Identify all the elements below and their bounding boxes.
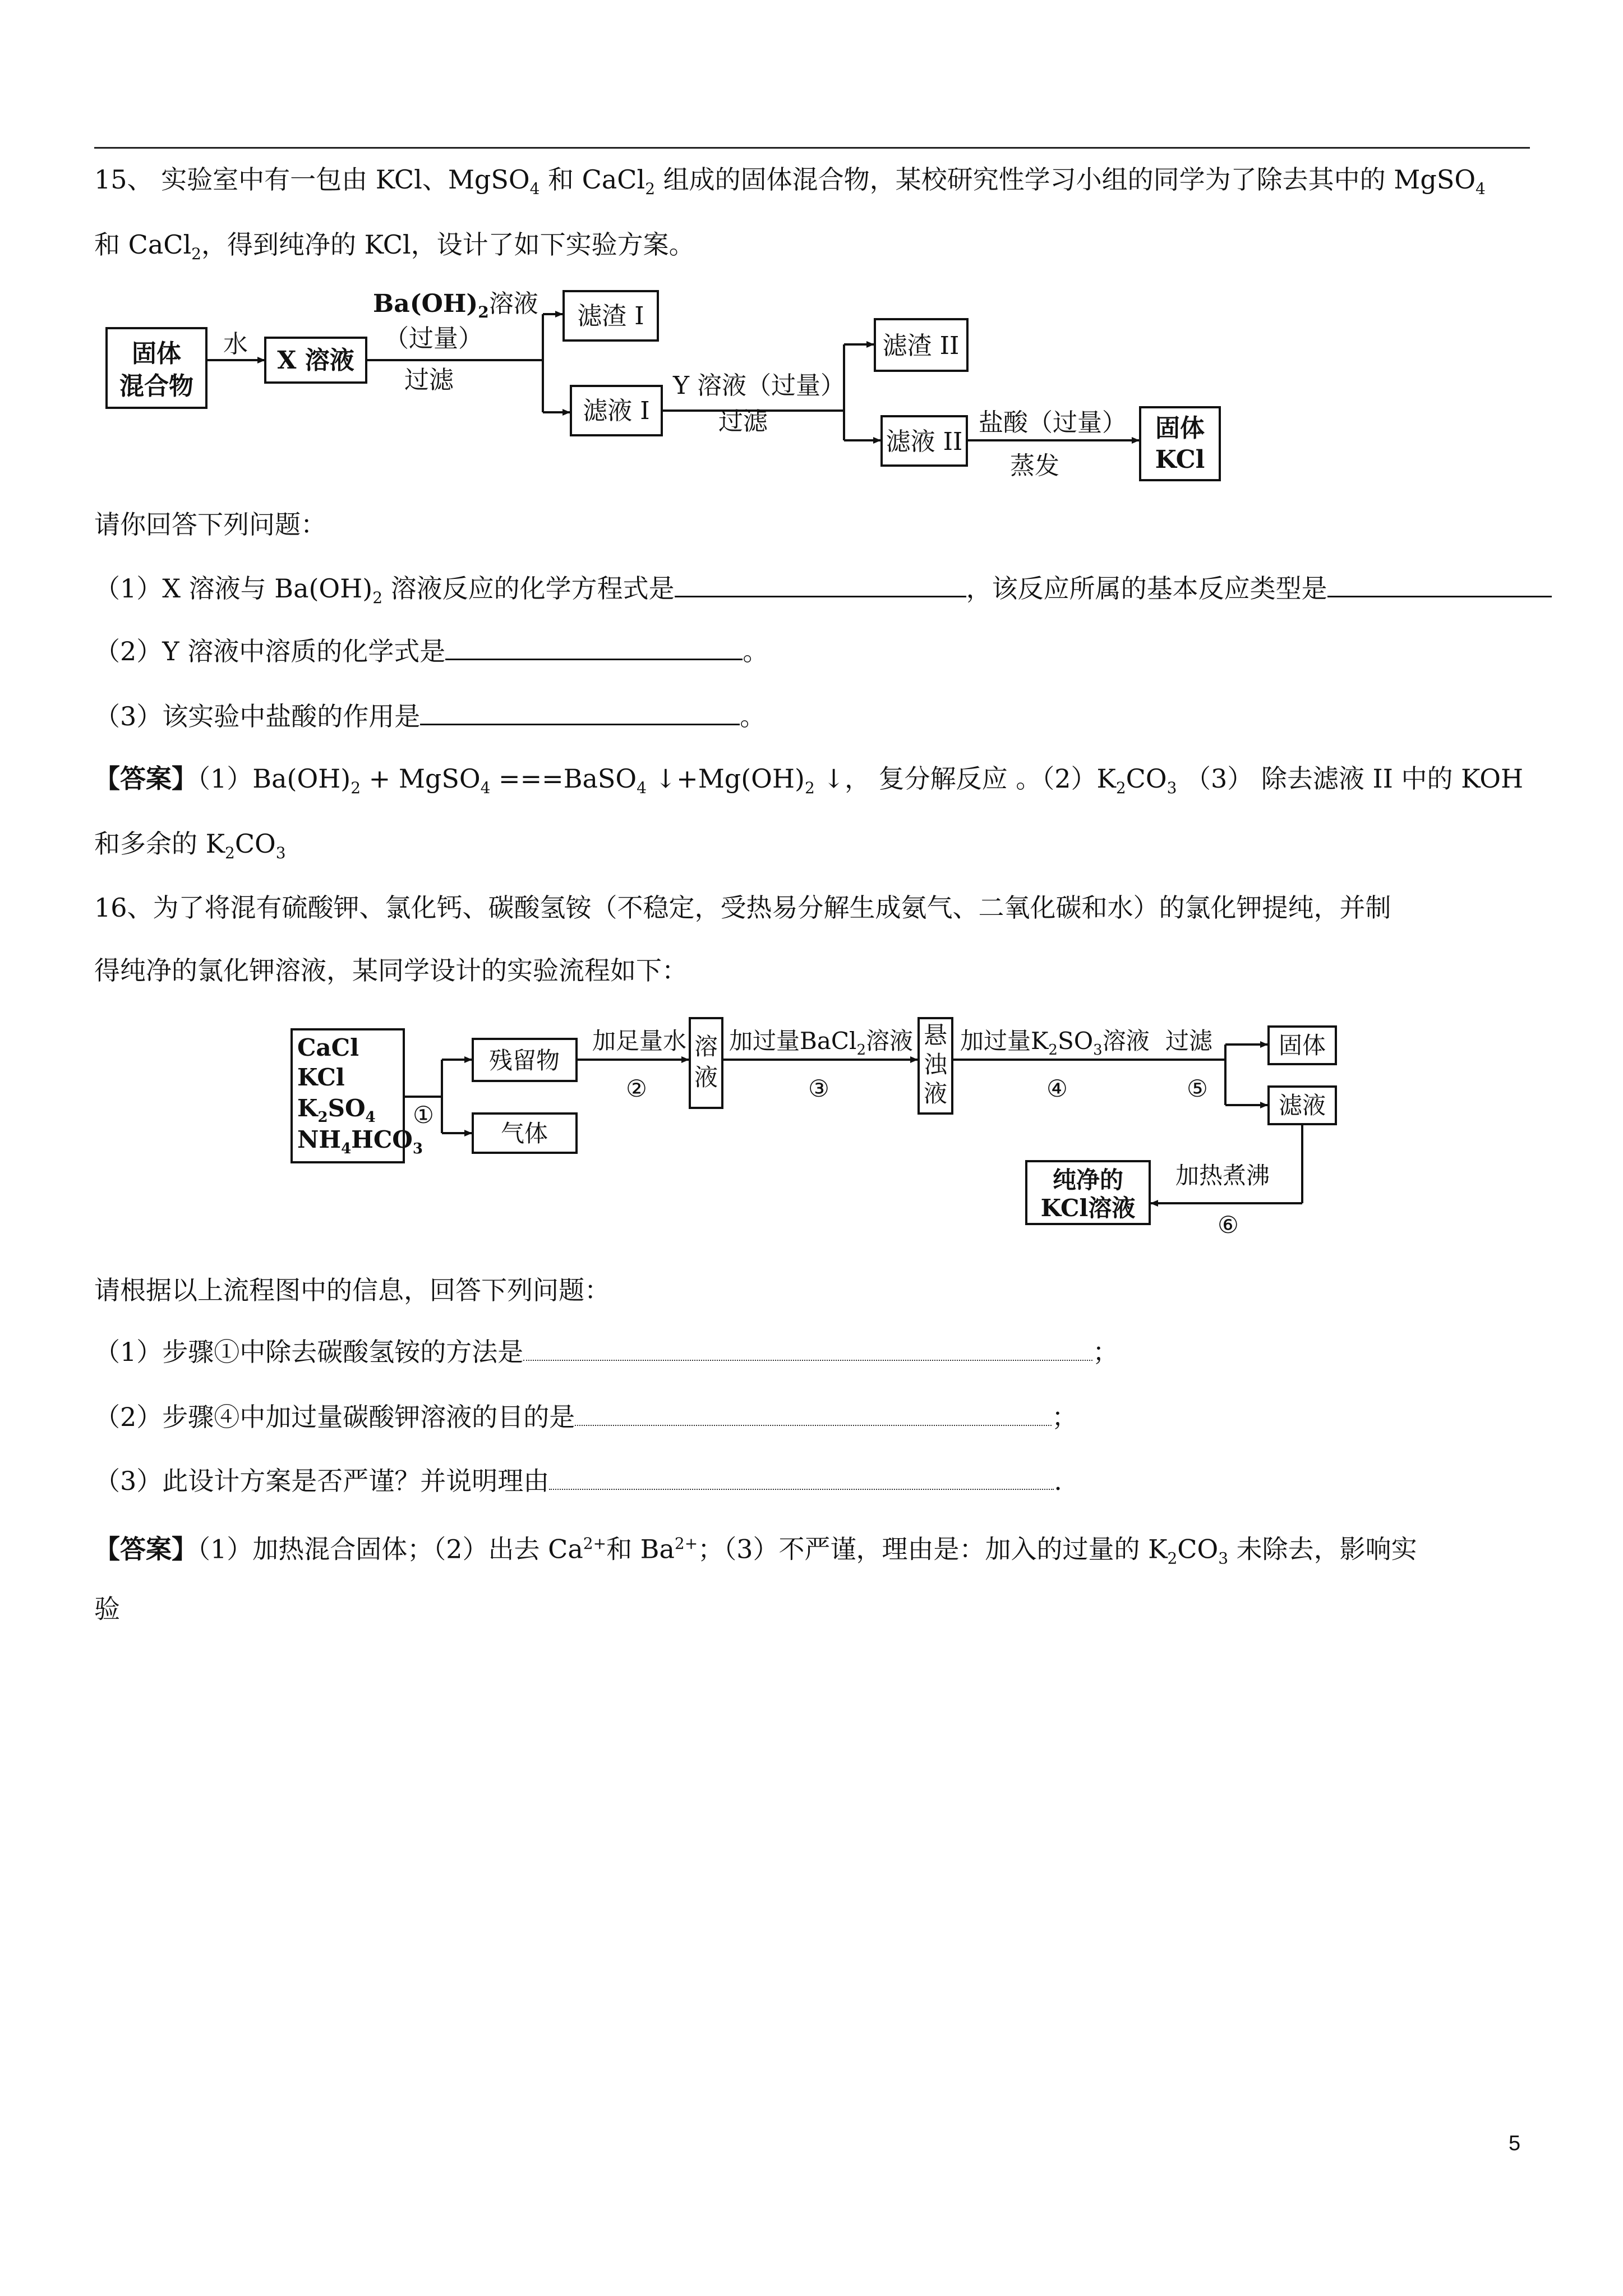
input-nh4hco3: $NH_4HCO_3$ [297,1126,423,1157]
q16-sub2: （2）步骤④中加过量碳酸钾溶液的目的是 ； [94,1400,1077,1434]
input-kcl: KCl [297,1064,345,1091]
q15-blank2[interactable] [1327,571,1552,597]
step4-label: ④ [1046,1075,1068,1102]
solid-box: 固体 [1278,1032,1326,1059]
label-water: 水 [223,330,248,358]
add-water-label: 加足量水 [592,1027,687,1055]
q16-blank2[interactable] [575,1400,1052,1426]
q16-blank3[interactable] [549,1464,1054,1490]
box-solid-mix-l2: 混合物 [119,372,193,401]
box-residue2: 滤渣 II [882,332,960,360]
q15-sub2: （2）Y 溶液中溶质的化学式是 。 [94,634,768,668]
q16-blank1[interactable] [523,1335,1092,1361]
suspension-box-3: 液 [923,1080,948,1107]
label-reagent2: Y 溶液（过量） [673,371,846,400]
q15-answer: 【答案】$(1)Ba(OH)_2$ + MgSO$_4$ ===BaSO$_4$ $↓+Mg(OH)_2$ ↓， 复分解反应 。$(2)K_2CO_3$ （3） 除去滤液 II 中的 KOH [94,763,1524,798]
q15-stem-line2: 和 CaCl$_2$，得到纯净的 KCl，设计了如下实验方案。 [94,229,695,264]
solution-box-1: 溶 [694,1033,718,1060]
label-reagent3: 盐酸（过量） [979,408,1127,437]
q15-stem-line1: 15、 实验室中有一包由 KCl、MgSO$_4$ 和 CaCl$_2$ 组成的固体混合物，某校研究性学习小组的同学为了除去其中的 MgSO$_4$ [94,164,1486,199]
q15-prompt: 请你回答下列问题： [94,509,326,540]
box-residue1: 滤渣 I [577,302,644,330]
q16-sub1: （1）步骤①中除去碳酸氢铵的方法是 ； [94,1335,1118,1369]
step1-label: ① [413,1101,434,1129]
q16-answer-line2: 验 [94,1594,120,1624]
box-solid-mix-l1: 固体 [132,339,181,368]
step2-label: ② [626,1075,647,1102]
q16-stem-line1: 16、为了将混有硫酸钾、氯化钙、碳酸氢铵（不稳定，受热易分解生成氨气、二氧化碳和水）的氯化钾提纯，并制 [94,892,1391,923]
step3-label: ③ [808,1075,829,1102]
filtrate-box: 滤液 [1278,1092,1326,1119]
q15-sub1: （1）X 溶液与 $Ba(OH)_2$ 溶液反应的化学方程式是 ，该反应所属的基本反应类型是 [94,571,1552,615]
q16-answer: 【答案】（1）加热混合固体；（2）出去 $Ca^{2+}$和 $Ba^{2+}$；（3）不严谨，理由是：加入的过量的 $K_2CO_3$ 未除去，影响实 [94,1534,1417,1568]
q16-sub3: （3）此设计方案是否严谨？并说明理由 . [94,1464,1062,1498]
q15-sub3: （3）该实验中盐酸的作用是 。 [94,699,766,733]
residue-box: 残留物 [488,1047,560,1074]
add-bacl2-label: 加过量BaCl$_2$溶液 [729,1027,914,1059]
boil-label: 加热煮沸 [1175,1162,1270,1189]
gas-box: 气体 [500,1120,548,1147]
q15-answer-line2: 和多余的 $K_2CO_3$ [94,829,286,863]
box-kcl-l1: 固体 [1155,414,1205,443]
box-kcl-l2: KCl [1155,445,1205,474]
suspension-box-1: 悬 [923,1022,948,1049]
box-filtrate2: 滤液 II [886,427,963,456]
q15-blank3[interactable] [445,634,743,660]
suspension-box-2: 浊 [923,1051,948,1078]
box-filtrate1: 滤液 I [583,397,650,425]
pure-kcl-l1: 纯净的 [1052,1166,1124,1194]
q15-blank1[interactable] [675,571,966,597]
label-filter1: 过滤 [404,366,454,394]
input-cacl: CaCl [297,1034,359,1061]
q16-stem-line2: 得纯净的氯化钾溶液，某同学设计的实验流程如下： [94,955,688,986]
solution-box-2: 液 [694,1064,718,1091]
pure-kcl-l2: KCl溶液 [1040,1194,1136,1222]
box-x-solution: X 溶液 [277,346,354,375]
q15-blank4[interactable] [420,699,740,725]
step6-label: ⑥ [1218,1211,1239,1239]
filter-label: 过滤 [1165,1027,1213,1055]
label-reagent1-excess: （过量） [384,324,483,353]
input-k2so4: $K_2SO_4$ [297,1094,376,1126]
label-evaporate: 蒸发 [1010,452,1059,480]
add-k2so3-label: 加过量$K_2SO_3$溶液 [960,1027,1150,1059]
label-reagent1: $Ba(OH)_2$溶液 [373,289,538,321]
page-number: 5 [1509,2132,1521,2155]
step5-label: ⑤ [1187,1075,1208,1102]
q16-prompt: 请根据以上流程图中的信息，回答下列问题： [94,1275,610,1305]
label-filter2: 过滤 [718,407,768,436]
